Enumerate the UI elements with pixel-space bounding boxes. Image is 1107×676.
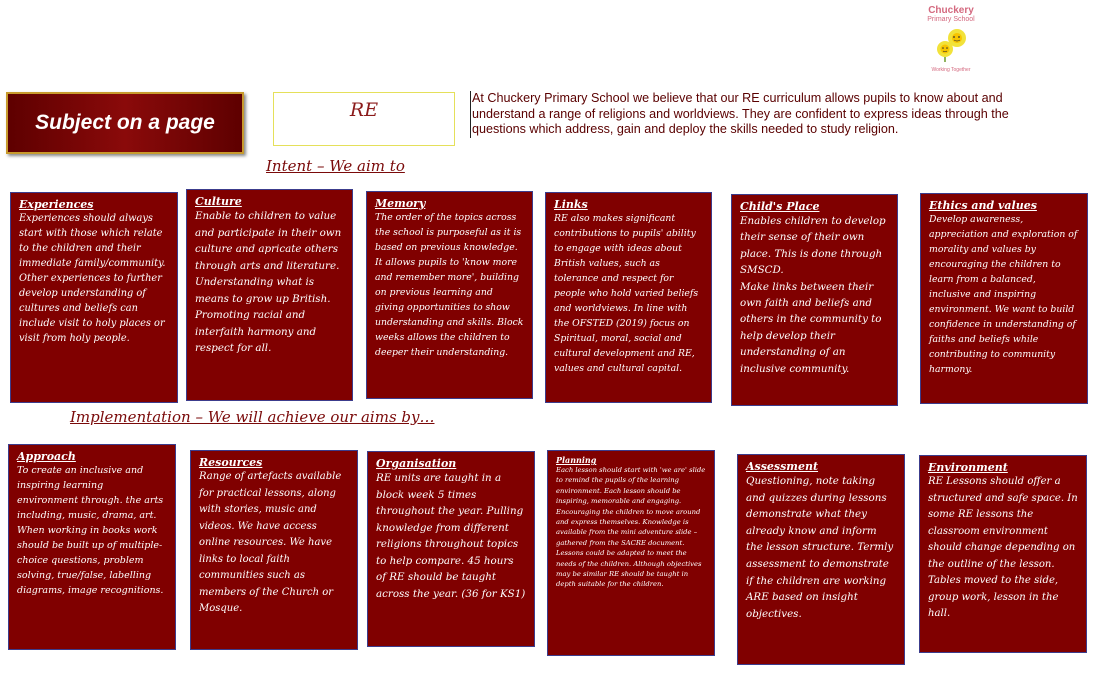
box-title: Links: [554, 198, 588, 211]
implementation-box-planning: [547, 450, 715, 656]
box-body: Enable to children to value and participate in their own culture and apricate others through arts and literature. Understanding what is means to grow up British. Promoting racial and interfaith harmony and respect for all.: [195, 210, 342, 354]
box-body: Each lesson should start with 'we are' slide to remind the pupils of the learning environment. Each lesson should be inspiring, memorable and engaging. Encouraging the children to move around and express themselves. Knowledge is available from the mini adventure slide – gathered from the SACRE document. Lessons could be adapted to meet the needs of the children. Although objectives may be similar RE should be taught in depth suitable for the children.: [556, 466, 706, 589]
box-body: Questioning, note taking and quizzes during lessons demonstrate what they already know and inform the lesson structure. Termly assessment to demonstrate if the children are working ARE based on insight objectives.: [746, 475, 894, 620]
box-body: Experiences should always start with those which relate to the children and their immediate family/community. Other experiences to further develop understanding of cultures and beliefs can include visit to holy places or visit from holy people.: [19, 213, 166, 344]
box-body: RE also makes significant contributions to pupils' ability to engage with ideas about British values, such as tolerance and respect for people who hold varied beliefs and worldviews. In line with the OFSTED (2019) focus on Spiritual, moral, social and cultural development and RE, values and cultural capital.: [554, 213, 699, 374]
intro-text: At Chuckery Primary School we believe that our RE curriculum allows pupils to know about and understand a range of religions and worldviews. They are confident to express ideas through the questions which address, gain and deploy the skills needed to study religion.: [470, 91, 1052, 138]
logo-name: Chuckery: [928, 5, 974, 16]
intent-box-memory: [366, 191, 533, 399]
box-body: RE units are taught in a block week 5 times throughout the year. Pulling knowledge from different religions throughout topics to help compare. 45 hours of RE should be taught across the year. (36 for KS1): [376, 472, 526, 600]
implementation-box-organisation: [367, 451, 535, 647]
intent-heading: Intent – We aim to: [266, 157, 405, 175]
box-body: Develop awareness, appreciation and exploration of morality and values by encouraging the children to learn from a balanced, inclusive and inspiring environment. We want to build confidence in understanding of faiths and beliefs while contributing to community harmony.: [929, 214, 1078, 375]
box-title: Child's Place: [740, 200, 820, 213]
subject-name: RE: [349, 99, 379, 121]
box-title: Ethics and values: [929, 199, 1037, 212]
box-title: Approach: [17, 450, 76, 463]
box-body: RE Lessons should offer a structured and safe space. In some RE lessons the classroom environment should change depending on the outline of the lesson. Tables moved to the side, group work, lesson in the hall.: [928, 476, 1078, 619]
box-title: Organisation: [376, 457, 457, 470]
intent-box-culture: [186, 189, 353, 401]
logo-motto: Working Together: [931, 67, 971, 73]
implementation-heading: Implementation – We will achieve our aims by…: [70, 408, 435, 426]
implementation-box-approach: [8, 444, 176, 650]
intent-box-experiences: [10, 192, 178, 403]
box-title: Memory: [375, 197, 426, 210]
intent-box-childs-place: [731, 194, 898, 406]
page-title-box: [6, 92, 244, 154]
school-logo: [918, 6, 984, 76]
box-title: Experiences: [19, 198, 94, 211]
page-title: Subject on a page: [35, 111, 215, 134]
box-body: The order of the topics across the school is purposeful as it is based on previous knowledge. It allows pupils to 'know more and remember more', building on previous learning and giving opportunities to show understanding and skills. Block weeks allows the children to deeper their understanding.: [375, 212, 524, 358]
box-body: Enables children to develop their sense of their own place. This is done through SMSCD. Make links between their own faith and beliefs and others in the community to help develop their understanding of an inclusive community.: [740, 215, 886, 375]
implementation-box-resources: [190, 450, 358, 650]
box-title: Assessment: [746, 460, 819, 473]
sunflower-icon: [927, 24, 975, 62]
box-title: Culture: [195, 195, 242, 208]
subject-box: [273, 92, 455, 146]
box-title: Planning: [556, 455, 597, 465]
intent-box-links: [545, 192, 712, 403]
intent-box-ethics-values: [920, 193, 1088, 404]
box-body: To create an inclusive and inspiring learning environment through. the arts including, music, drama, art. When working in books work should be built up of multiple-choice questions, problem solving, true/false, labelling diagrams, image recognitions.: [17, 465, 164, 596]
implementation-box-environment: [919, 455, 1087, 653]
box-body: Range of artefacts available for practical lessons, along with stories, music and videos. We have access online resources. We have links to local faith communities such as members of the Church or Mosque.: [199, 471, 342, 614]
box-title: Environment: [928, 461, 1008, 474]
logo-subname: Primary School: [927, 16, 975, 23]
implementation-box-assessment: [737, 454, 905, 665]
box-title: Resources: [199, 456, 263, 469]
